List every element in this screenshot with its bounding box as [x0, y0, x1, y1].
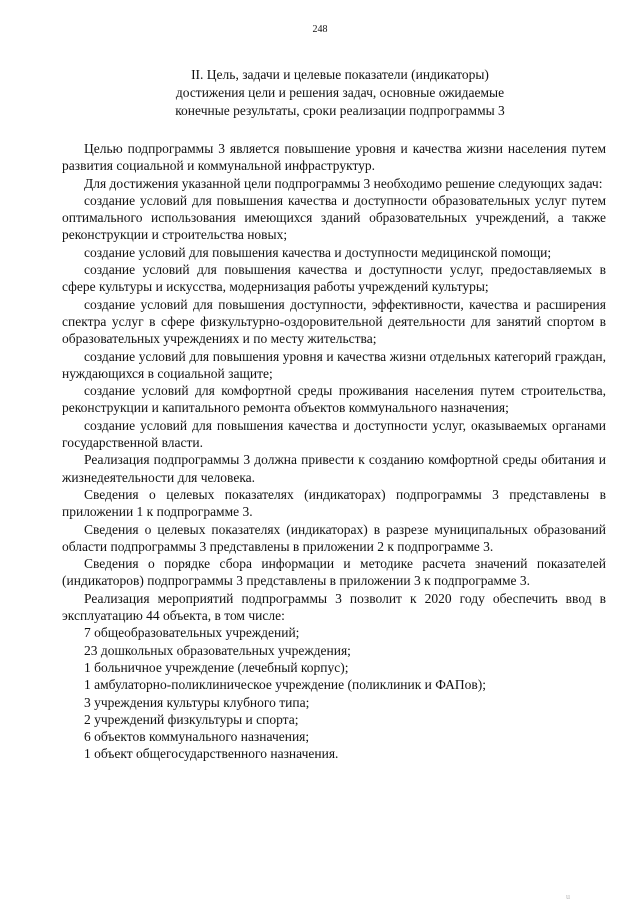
paragraph-task-medical: создание условий для повышения качества и доступности медицинской помощи;: [84, 244, 552, 260]
paragraph-result: Реализация подпрограммы 3 должна привести к созданию комфортной среды обитания и жизнедеятельности для человека.: [62, 452, 606, 485]
paragraph-appendix-1: Сведения о целевых показателях (индикаторах) подпрограммы 3 представлены в приложении 1 к подпрограмме 3.: [62, 486, 606, 520]
list-item: 1 больничное учреждение (лечебный корпус);: [84, 659, 349, 675]
paragraph-appendix-2: Сведения о целевых показателях (индикаторах) в разрезе муниципальных образований области подпрограммы 3 представлены в приложении 2 к подпрограмме 3.: [62, 521, 606, 554]
list-item: 6 объектов коммунального назначения;: [84, 729, 310, 745]
paragraph-appendix-3: Сведения о порядке сбора информации и методике расчета значений показателей (индикаторов) подпрограммы 3 представлены в приложении 3 к подпрограмме 3.: [62, 556, 606, 589]
list-item: 7 общеобразовательных учреждений;: [84, 625, 300, 641]
objects-list: [62, 624, 606, 762]
paragraph-task-sport: создание условий для повышения доступности, эффективности, качества и расширения спектра услуг в сфере физкультурно-оздоровительной деятельности для занятий спортом в образовательных учреждениях и по месту жительства;: [62, 296, 606, 347]
list-item: 1 амбулаторно-поликлиническое учреждение (поликлиник и ФАПов);: [84, 677, 486, 693]
paragraph-tasks-intro: Для достижения указанной цели подпрограммы 3 необходимо решение следующих задач:: [84, 175, 603, 191]
paragraph-goal: Целью подпрограммы 3 является повышение уровня и качества жизни населения путем развития социальной и коммунальной инфраструктур.: [62, 141, 606, 174]
document-body: [62, 140, 606, 763]
heading-line-3: конечные результаты, сроки реализации подпрограммы 3: [175, 103, 505, 118]
paragraph-task-social: создание условий для повышения уровня и качества жизни отдельных категорий граждан, нуждающихся в социальной защите;: [62, 348, 606, 381]
list-item: 3 учреждения культуры клубного типа;: [84, 694, 310, 710]
paragraph-task-communal: создание условий для комфортной среды проживания населения путем строительства, реконструкции и капитального ремонта объектов коммунального назначения;: [62, 383, 606, 416]
paragraph-task-culture: создание условий для повышения качества и доступности услуг, предоставляемых в сфере культуры и искусства, модернизация работы учреждений культуры;: [62, 262, 606, 295]
list-item: 1 объект общегосударственного назначения.: [84, 746, 339, 762]
list-item: 2 учреждений физкультуры и спорта;: [84, 711, 299, 727]
heading-line-2: достижения цели и решения задач, основные ожидаемые: [175, 85, 505, 100]
paragraph-objects-intro: Реализация мероприятий подпрограммы 3 позволит к 2020 году обеспечить ввод в эксплуатацию 44 объекта, в том числе:: [62, 590, 606, 624]
paragraph-task-government: создание условий для повышения качества и доступности услуг, оказываемых органами государственной власти.: [62, 417, 606, 451]
paragraph-task-education: создание условий для повышения качества и доступности образовательных услуг путем оптимального использования имеющихся зданий образовательных учреждений, а также реконструкции и строительства новых;: [62, 192, 606, 243]
corner-mark: u: [566, 892, 570, 901]
section-heading: [150, 66, 530, 120]
list-item: 23 дошкольных образовательных учреждения;: [84, 642, 351, 658]
heading-line-1: II. Цель, задачи и целевые показатели (индикаторы): [191, 67, 489, 82]
page-number: 248: [312, 24, 328, 35]
